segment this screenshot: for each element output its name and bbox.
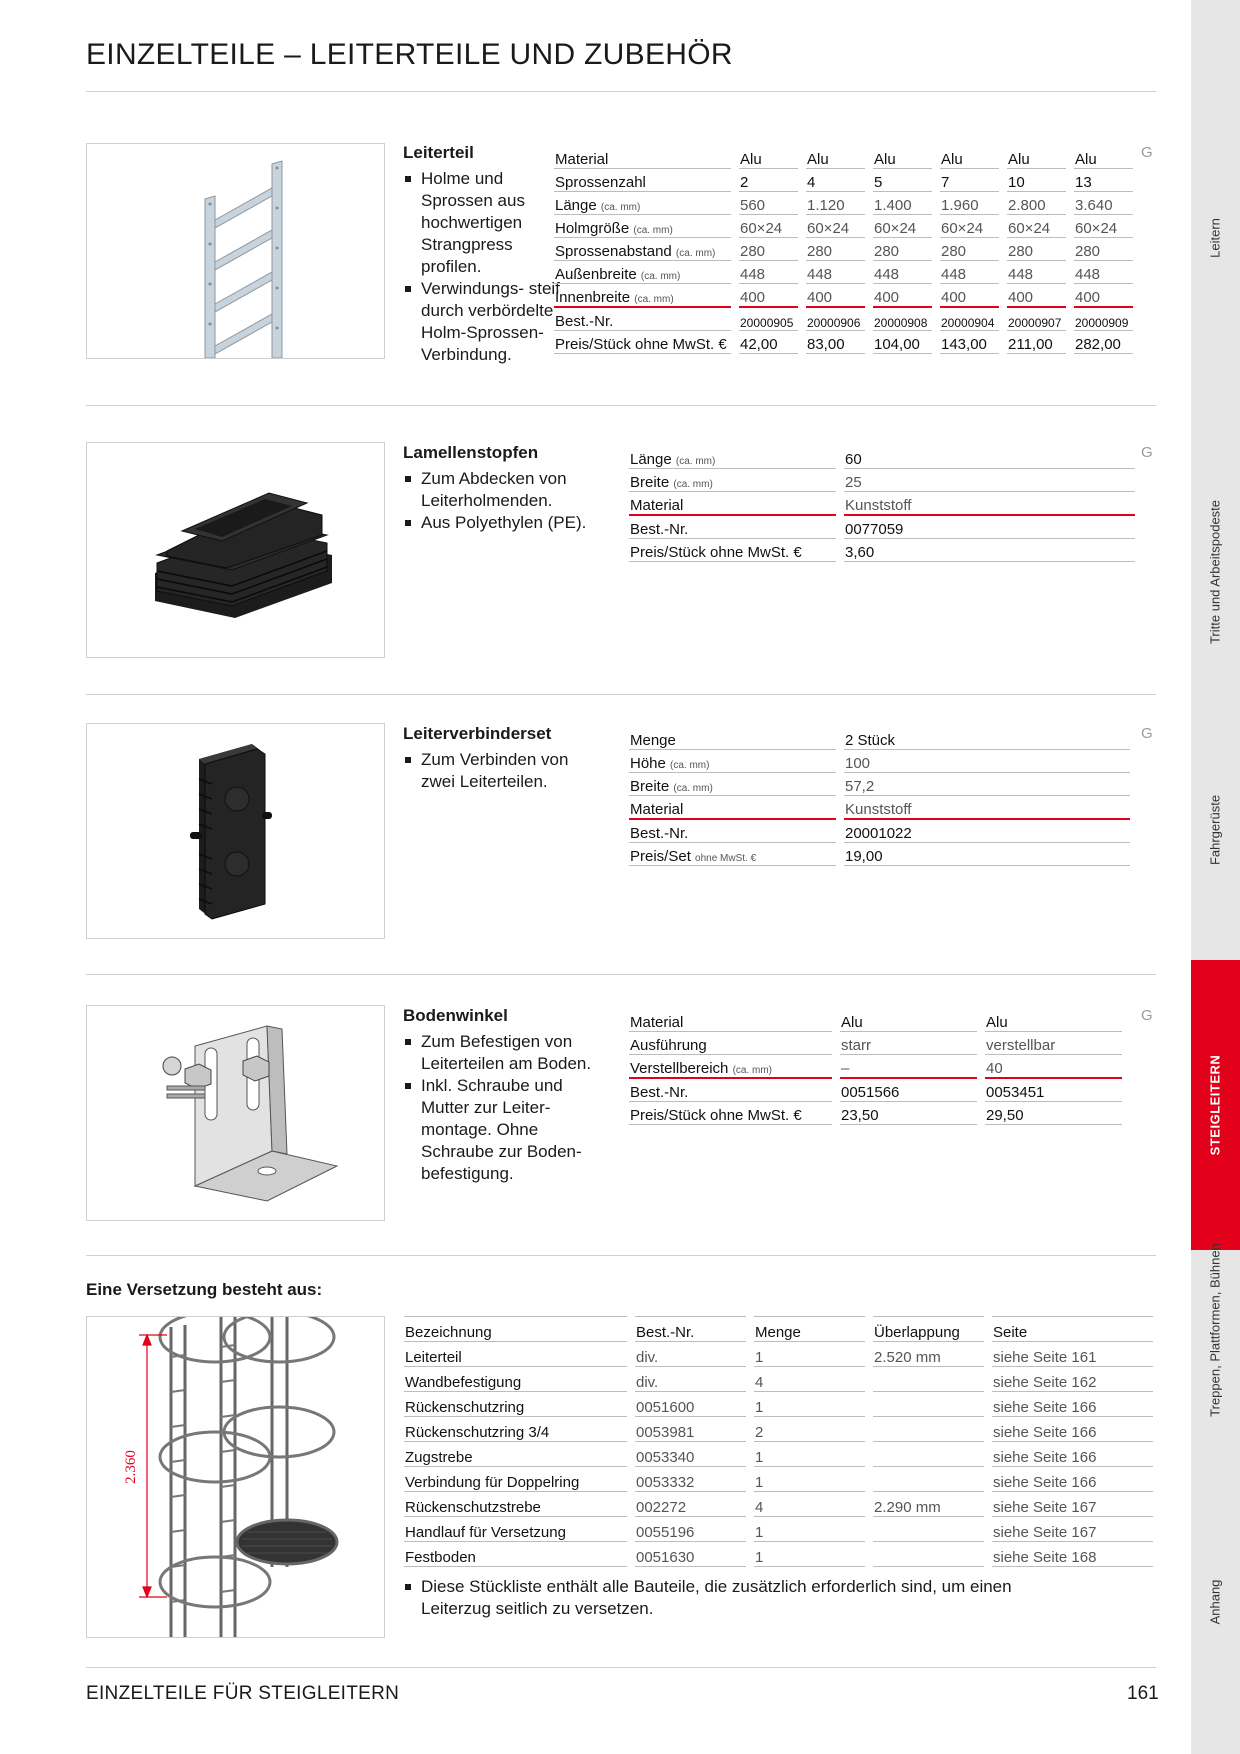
- spec-label: [629, 773, 836, 796]
- spec-row: [554, 238, 1133, 261]
- spec-value: 448: [1007, 261, 1066, 284]
- parts-cell: 1: [754, 1342, 865, 1367]
- product-bullets: [403, 168, 563, 366]
- spec-label: [629, 539, 836, 562]
- spec-label-text: Best.-Nr.: [630, 1084, 689, 1101]
- spec-value: Kunststoff: [844, 492, 1135, 516]
- spec-value: 7: [940, 169, 999, 192]
- tab-tritte[interactable]: [1191, 477, 1240, 815]
- spec-unit: (ca. mm): [670, 760, 710, 771]
- parts-cell: siehe Seite 168: [992, 1542, 1153, 1567]
- spec-label-text: Preis/Stück ohne MwSt. €: [555, 336, 727, 353]
- spec-value: 280: [1074, 238, 1133, 261]
- spec-label: [629, 492, 836, 516]
- spec-value: 400: [1007, 284, 1066, 308]
- spec-label-text: Holmgröße: [555, 220, 630, 237]
- spec-value: 2.800: [1007, 192, 1066, 215]
- spec-unit: (ca. mm): [732, 1065, 773, 1076]
- spec-value: 23,50: [840, 1102, 977, 1125]
- footer-section-title: EINZELTEILE FÜR STEIGLEITERN: [86, 1683, 400, 1704]
- spec-value: 104,00: [873, 331, 932, 354]
- spec-row: [629, 1102, 1122, 1125]
- bullet-item: Diese Stückliste enthält alle Bauteile, die zusätzlich erforderlich sind, um einen Leiterzug seitlich zu versetzen.: [403, 1576, 1023, 1620]
- spec-label-text: Breite: [630, 778, 670, 795]
- parts-cell: Verbindung für Doppelring: [404, 1467, 627, 1492]
- page-number: 161: [1127, 1683, 1159, 1704]
- spec-value: 0077059: [844, 516, 1135, 539]
- versetzung-image: [86, 1316, 385, 1638]
- spec-value: 20000906: [806, 308, 865, 331]
- spec-label: [554, 215, 731, 238]
- parts-cell: 4: [754, 1367, 865, 1392]
- tab-anhang[interactable]: [1191, 1500, 1240, 1754]
- product-title: Lamellenstopfen: [403, 443, 539, 462]
- parts-cell: 0051600: [635, 1392, 746, 1417]
- parts-column-header: Bezeichnung: [404, 1316, 627, 1342]
- spec-unit: (ca. mm): [673, 479, 713, 490]
- spec-label: [554, 146, 731, 169]
- spec-value: 400: [940, 284, 999, 308]
- g-marker: G: [1141, 144, 1153, 161]
- spec-label: [554, 169, 731, 192]
- spec-row: [554, 284, 1133, 308]
- spec-value: 83,00: [806, 331, 865, 354]
- parts-cell: 4: [754, 1492, 865, 1517]
- spec-value: 211,00: [1007, 331, 1066, 354]
- parts-cell: Handlauf für Versetzung: [404, 1517, 627, 1542]
- product-title: Leiterverbinderset: [403, 724, 552, 743]
- spec-label: [554, 192, 731, 215]
- spec-row: [554, 215, 1133, 238]
- spec-row: [554, 146, 1133, 169]
- parts-cell: 1: [754, 1542, 865, 1567]
- spec-label-text: Preis/Set: [630, 848, 691, 865]
- parts-cell: siehe Seite 166: [992, 1392, 1153, 1417]
- tab-treppen[interactable]: [1191, 1243, 1240, 1500]
- spec-label-text: Innenbreite: [555, 289, 631, 306]
- spec-value: 0053451: [985, 1079, 1122, 1102]
- product-bullets: [403, 1031, 598, 1185]
- spec-value: 25: [844, 469, 1135, 492]
- parts-column-header: Best.-Nr.: [635, 1316, 746, 1342]
- header-divider: [86, 91, 1156, 92]
- tab-fahrgerueste[interactable]: [1191, 794, 1240, 960]
- end-cap-illustration: [87, 443, 384, 657]
- spec-table-leiterteil: [546, 146, 1141, 354]
- parts-cell: siehe Seite 166: [992, 1417, 1153, 1442]
- page-title: EINZELTEILE – LEITERTEILE UND ZUBEHÖR: [86, 38, 733, 71]
- parts-row: [404, 1392, 1153, 1417]
- spec-value: 3.640: [1074, 192, 1133, 215]
- spec-label: [629, 469, 836, 492]
- spec-value: 5: [873, 169, 932, 192]
- spec-label: [554, 331, 731, 354]
- spec-unit: (ca. mm): [675, 456, 716, 467]
- spec-label-text: Best.-Nr.: [630, 825, 689, 842]
- parts-cell: Festboden: [404, 1542, 627, 1567]
- product-title: Bodenwinkel: [403, 1006, 508, 1025]
- spec-label-text: Material: [630, 1014, 684, 1031]
- product-image-bodenwinkel: [86, 1005, 385, 1221]
- spec-row: [629, 796, 1130, 820]
- parts-cell: 1: [754, 1517, 865, 1542]
- parts-cell: siehe Seite 167: [992, 1492, 1153, 1517]
- spec-label-text: Material: [630, 801, 684, 818]
- parts-cell: Zugstrebe: [404, 1442, 627, 1467]
- spec-label-text: Sprossenzahl: [555, 174, 646, 191]
- spec-label: [629, 1079, 832, 1102]
- spec-value: Alu: [739, 146, 798, 169]
- spec-value: 100: [844, 750, 1130, 773]
- spec-value: 560: [739, 192, 798, 215]
- parts-cell: Rückenschutzring: [404, 1392, 627, 1417]
- spec-label: [629, 446, 836, 469]
- spec-label-text: Best.-Nr.: [630, 521, 689, 538]
- spec-unit: (ca. mm): [675, 248, 716, 259]
- parts-cell: 1: [754, 1467, 865, 1492]
- spec-row: [629, 1055, 1122, 1079]
- spec-value: starr: [840, 1032, 977, 1055]
- section-divider: [86, 974, 1156, 975]
- parts-note: [403, 1576, 1023, 1620]
- spec-row: [629, 820, 1130, 843]
- spec-value: Alu: [840, 1009, 977, 1032]
- tab-steigleitern[interactable]: [1191, 960, 1240, 1250]
- spec-unit: (ca. mm): [634, 294, 674, 305]
- parts-cell: div.: [635, 1342, 746, 1367]
- spec-value: 282,00: [1074, 331, 1133, 354]
- spec-value: 20001022: [844, 820, 1130, 843]
- spec-row: [554, 308, 1133, 331]
- spec-value: 448: [1074, 261, 1133, 284]
- spec-label: [629, 796, 836, 820]
- ladder-illustration: [87, 144, 384, 358]
- spec-row: [629, 446, 1135, 469]
- parts-column-header: Menge: [754, 1316, 865, 1342]
- spec-label: [554, 261, 731, 284]
- spec-label-text: Sprossenabstand: [555, 243, 672, 260]
- spec-value: 280: [873, 238, 932, 261]
- parts-column-header: Überlappung: [873, 1316, 984, 1342]
- spec-unit: (ca. mm): [633, 225, 673, 236]
- spec-label: [629, 1055, 832, 1079]
- spec-value: 60: [844, 446, 1135, 469]
- spec-row: [629, 469, 1135, 492]
- parts-row: [404, 1442, 1153, 1467]
- g-marker: G: [1141, 725, 1153, 742]
- spec-row: [629, 516, 1135, 539]
- parts-row: [404, 1367, 1153, 1392]
- parts-row: [404, 1542, 1153, 1567]
- parts-cell: Leiterteil: [404, 1342, 627, 1367]
- bullet-item: Zum Verbinden von zwei Leiterteilen.: [403, 749, 583, 793]
- spec-value: 20000908: [873, 308, 932, 331]
- spec-row: [629, 1079, 1122, 1102]
- parts-row: [404, 1342, 1153, 1367]
- spec-label-text: Material: [630, 497, 684, 514]
- spec-table-leiterverbinderset: [621, 727, 1138, 866]
- parts-cell: 2.290 mm: [873, 1492, 984, 1517]
- parts-cell: siehe Seite 162: [992, 1367, 1153, 1392]
- spec-label: [554, 284, 731, 308]
- spec-value: 60×24: [739, 215, 798, 238]
- spec-label-text: Ausführung: [630, 1037, 707, 1054]
- spec-table-lamellenstopfen: [621, 446, 1143, 562]
- product-image-leiterverbinderset: [86, 723, 385, 939]
- spec-value: Alu: [985, 1009, 1122, 1032]
- cage-ladder-illustration: [87, 1317, 384, 1637]
- parts-cell: siehe Seite 166: [992, 1442, 1153, 1467]
- spec-label-text: Best.-Nr.: [555, 313, 614, 330]
- section-divider: [86, 405, 1156, 406]
- versetzung-heading: Eine Versetzung besteht aus:: [86, 1280, 323, 1299]
- g-marker: G: [1141, 1007, 1153, 1024]
- spec-value: 10: [1007, 169, 1066, 192]
- parts-row: [404, 1467, 1153, 1492]
- bullet-item: Verwindungs- steif durch verbördelte Holm-Sprossen- Verbindung.: [403, 278, 563, 366]
- spec-value: 4: [806, 169, 865, 192]
- tab-label: Anhang: [1207, 1579, 1223, 1625]
- bullet-item: Zum Befestigen von Leiterteilen am Boden.: [403, 1031, 598, 1075]
- spec-value: 280: [940, 238, 999, 261]
- parts-cell: Rückenschutzstrebe: [404, 1492, 627, 1517]
- parts-cell: 0053340: [635, 1442, 746, 1467]
- spec-row: [554, 261, 1133, 284]
- spec-value: 400: [1074, 284, 1133, 308]
- product-image-lamellenstopfen: [86, 442, 385, 658]
- parts-cell: [873, 1392, 984, 1417]
- product-image-leiterteil: [86, 143, 385, 359]
- spec-value: 1.120: [806, 192, 865, 215]
- spec-label-text: Menge: [630, 732, 676, 749]
- spec-value: Alu: [1074, 146, 1133, 169]
- spec-value: 42,00: [739, 331, 798, 354]
- spec-value: 280: [806, 238, 865, 261]
- spec-value: 280: [1007, 238, 1066, 261]
- parts-cell: Rückenschutzring 3/4: [404, 1417, 627, 1442]
- spec-value: 60×24: [1074, 215, 1133, 238]
- spec-value: 280: [739, 238, 798, 261]
- product-title: Leiterteil: [403, 143, 474, 162]
- spec-label: [629, 516, 836, 539]
- parts-cell: [873, 1467, 984, 1492]
- spec-row: [629, 539, 1135, 562]
- spec-row: [554, 331, 1133, 354]
- spec-value: 13: [1074, 169, 1133, 192]
- parts-column-header: Seite: [992, 1316, 1153, 1342]
- spec-value: 29,50: [985, 1102, 1122, 1125]
- spec-label-text: Material: [555, 151, 609, 168]
- parts-cell: siehe Seite 167: [992, 1517, 1153, 1542]
- spec-value: 143,00: [940, 331, 999, 354]
- spec-value: 2: [739, 169, 798, 192]
- tab-label: STEIGLEITERN: [1207, 1054, 1223, 1156]
- parts-cell: 1: [754, 1442, 865, 1467]
- spec-value: 2 Stück: [844, 727, 1130, 750]
- spec-row: [629, 492, 1135, 516]
- spec-value: 448: [873, 261, 932, 284]
- spec-label: [629, 750, 836, 773]
- g-marker: G: [1141, 444, 1153, 461]
- bullet-item: Holme und Sprossen aus hochwertigen Strangpress profilen.: [403, 168, 563, 278]
- parts-row: [404, 1417, 1153, 1442]
- footer-divider: [86, 1667, 1156, 1668]
- parts-cell: Wandbefestigung: [404, 1367, 627, 1392]
- spec-label-text: Preis/Stück ohne MwSt. €: [630, 1107, 802, 1124]
- spec-value: 60×24: [873, 215, 932, 238]
- spec-value: 20000907: [1007, 308, 1066, 331]
- spec-value: 400: [806, 284, 865, 308]
- product-bullets: [403, 468, 603, 534]
- spec-label: [629, 727, 836, 750]
- parts-cell: 2: [754, 1417, 865, 1442]
- parts-cell: 002272: [635, 1492, 746, 1517]
- spec-value: 0051566: [840, 1079, 977, 1102]
- spec-label-text: Länge: [555, 197, 597, 214]
- parts-cell: 0051630: [635, 1542, 746, 1567]
- section-divider: [86, 694, 1156, 695]
- parts-cell: div.: [635, 1367, 746, 1392]
- parts-row: [404, 1517, 1153, 1542]
- spec-value: Alu: [1007, 146, 1066, 169]
- spec-value: 60×24: [940, 215, 999, 238]
- spec-unit: (ca. mm): [673, 783, 713, 794]
- spec-label: [629, 843, 836, 866]
- section-divider: [86, 1255, 1156, 1256]
- spec-value: 448: [806, 261, 865, 284]
- parts-header-row: [404, 1316, 1153, 1342]
- spec-row: [629, 843, 1130, 866]
- spec-unit: (ca. mm): [600, 202, 641, 213]
- spec-value: 19,00: [844, 843, 1130, 866]
- spec-value: 60×24: [806, 215, 865, 238]
- spec-value: Alu: [940, 146, 999, 169]
- parts-cell: [873, 1367, 984, 1392]
- spec-value: 20000905: [739, 308, 798, 331]
- product-bullets: [403, 749, 583, 793]
- spec-label-text: Höhe: [630, 755, 666, 772]
- spec-value: 1.400: [873, 192, 932, 215]
- tab-leitern[interactable]: [1191, 0, 1240, 477]
- spec-row: [554, 169, 1133, 192]
- parts-cell: 0053332: [635, 1467, 746, 1492]
- parts-cell: siehe Seite 161: [992, 1342, 1153, 1367]
- spec-value: 20000909: [1074, 308, 1133, 331]
- spec-value: 57,2: [844, 773, 1130, 796]
- spec-row: [554, 192, 1133, 215]
- parts-cell: 1: [754, 1392, 865, 1417]
- parts-cell: [873, 1442, 984, 1467]
- parts-cell: 2.520 mm: [873, 1342, 984, 1367]
- connector-illustration: [87, 724, 384, 938]
- spec-label: [629, 1102, 832, 1125]
- spec-value: 20000904: [940, 308, 999, 331]
- spec-label-text: Preis/Stück ohne MwSt. €: [630, 544, 802, 561]
- spec-row: [629, 773, 1130, 796]
- spec-value: 400: [873, 284, 932, 308]
- spec-value: Kunststoff: [844, 796, 1130, 820]
- spec-label-text: Verstellbereich: [630, 1060, 729, 1077]
- spec-label-text: Außenbreite: [555, 266, 637, 283]
- spec-value: 448: [739, 261, 798, 284]
- spec-label: [629, 1009, 832, 1032]
- spec-unit: ohne MwSt. €: [695, 853, 757, 864]
- spec-table-bodenwinkel: [621, 1009, 1130, 1125]
- spec-value: –: [840, 1055, 977, 1079]
- spec-value: Alu: [873, 146, 932, 169]
- bullet-item: Inkl. Schraube und Mutter zur Leiter- montage. Ohne Schraube zur Boden- befestigung.: [403, 1075, 598, 1185]
- spec-row: [629, 1009, 1122, 1032]
- spec-label-text: Breite: [630, 474, 670, 491]
- spec-row: [629, 750, 1130, 773]
- dimension-label: 2.360: [123, 1450, 139, 1484]
- parts-cell: 0055196: [635, 1517, 746, 1542]
- spec-label: [554, 308, 731, 331]
- spec-label-text: Länge: [630, 451, 672, 468]
- spec-value: 3,60: [844, 539, 1135, 562]
- spec-row: [629, 727, 1130, 750]
- bullet-item: Zum Abdecken von Leiterholmenden.: [403, 468, 603, 512]
- parts-cell: [873, 1542, 984, 1567]
- parts-cell: [873, 1417, 984, 1442]
- spec-row: [629, 1032, 1122, 1055]
- parts-cell: siehe Seite 166: [992, 1467, 1153, 1492]
- spec-value: 400: [739, 284, 798, 308]
- tab-label: Leitern: [1207, 218, 1223, 258]
- parts-cell: [873, 1517, 984, 1542]
- spec-label: [554, 238, 731, 261]
- category-sidebar: [1191, 0, 1240, 1754]
- spec-value: 1.960: [940, 192, 999, 215]
- spec-value: Alu: [806, 146, 865, 169]
- parts-row: [404, 1492, 1153, 1517]
- floor-bracket-illustration: [87, 1006, 384, 1220]
- spec-label: [629, 820, 836, 843]
- parts-list-table: [396, 1316, 1161, 1567]
- spec-unit: (ca. mm): [640, 271, 681, 282]
- bullet-item: Aus Polyethylen (PE).: [403, 512, 603, 534]
- spec-value: 40: [985, 1055, 1122, 1079]
- spec-value: 448: [940, 261, 999, 284]
- spec-value: 60×24: [1007, 215, 1066, 238]
- spec-value: verstellbar: [985, 1032, 1122, 1055]
- tab-label: Tritte und Arbeitspodeste: [1207, 499, 1223, 645]
- tab-label: Treppen, Plattformen, Bühnen: [1207, 1243, 1223, 1417]
- tab-label: Fahrgerüste: [1207, 794, 1223, 866]
- parts-cell: 0053981: [635, 1417, 746, 1442]
- spec-label: [629, 1032, 832, 1055]
